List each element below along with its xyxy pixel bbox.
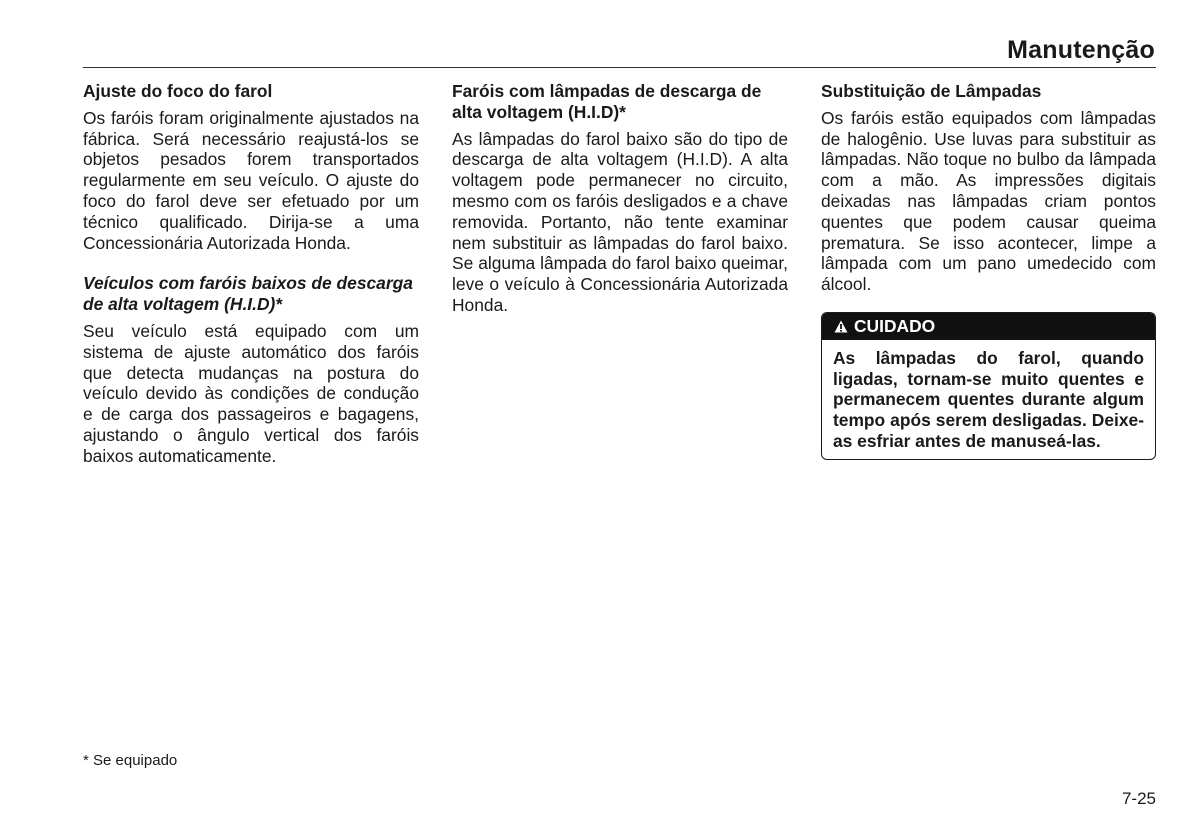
- footnote: * Se equipado: [83, 752, 178, 769]
- hid-lamps-heading: Faróis com lâmpadas de descarga de alta voltagem (H.I.D)*: [452, 81, 762, 122]
- bulb-replacement-heading: Substituição de Lâmpadas: [821, 81, 1042, 101]
- hid-vehicles-text: Seu veículo está equipado com um sistema de ajuste automático dos faróis que detecta mudanças na postura do veículo devido às condições de condução e de carga dos passageiros e bagagens, ajustando o ângulo vertical dos faróis baixos automaticamente.: [83, 320, 419, 466]
- caution-title: CUIDADO: [854, 315, 936, 336]
- column-middle: [452, 81, 788, 316]
- column-left: [83, 81, 419, 467]
- hid-lamps-text: As lâmpadas do farol baixo são do tipo de descarga de alta voltagem (H.I.D). A alta voltagem pode permanecer no circuito, mesmo com os faróis desligados e a chave removida. Portanto, não tente examinar nem substituir as lâmpadas do farol baixo. Se alguma lâmpada do farol baixo queimar, leve o veículo à Concessionária Autorizada Honda.: [452, 128, 788, 315]
- caution-box: [821, 312, 1156, 460]
- column-right: [821, 81, 1156, 460]
- caution-text: As lâmpadas do farol, quando ligadas, tornam-se muito quentes e permanecem quentes durante algum tempo após serem desligadas. Deixe-as esfriar antes de manuseá-las.: [833, 347, 1144, 451]
- headlight-aim-heading: Ajuste do foco do farol: [83, 81, 273, 101]
- caution-header: [822, 313, 1155, 340]
- section-title: Manutenção: [1007, 36, 1155, 64]
- header-divider: [83, 67, 1156, 68]
- bulb-replacement-text: Os faróis estão equipados com lâmpadas de halogênio. Use luvas para substituir as lâmpadas. Não toque no bulbo da lâmpada com a mão. As impressões digitais deixadas nas lâmpadas criam pontos quentes que podem causar queima prematura. Se isso acontecer, limpe a lâmpada com um pano umedecido com álcool.: [821, 107, 1156, 295]
- hid-vehicles-heading: Veículos com faróis baixos de descarga de alta voltagem (H.I.D)*: [83, 273, 413, 315]
- headlight-aim-text: Os faróis foram originalmente ajustados na fábrica. Será necessário reajustá-los se objetos pesados forem transportados regularmente em seu veículo. O ajuste do foco do farol deve ser efetuado por um técnico qualificado. Dirija-se a uma Concessionária Autorizada Honda.: [83, 107, 419, 253]
- page-number: 7-25: [1121, 789, 1156, 808]
- warning-triangle-icon: [834, 320, 848, 333]
